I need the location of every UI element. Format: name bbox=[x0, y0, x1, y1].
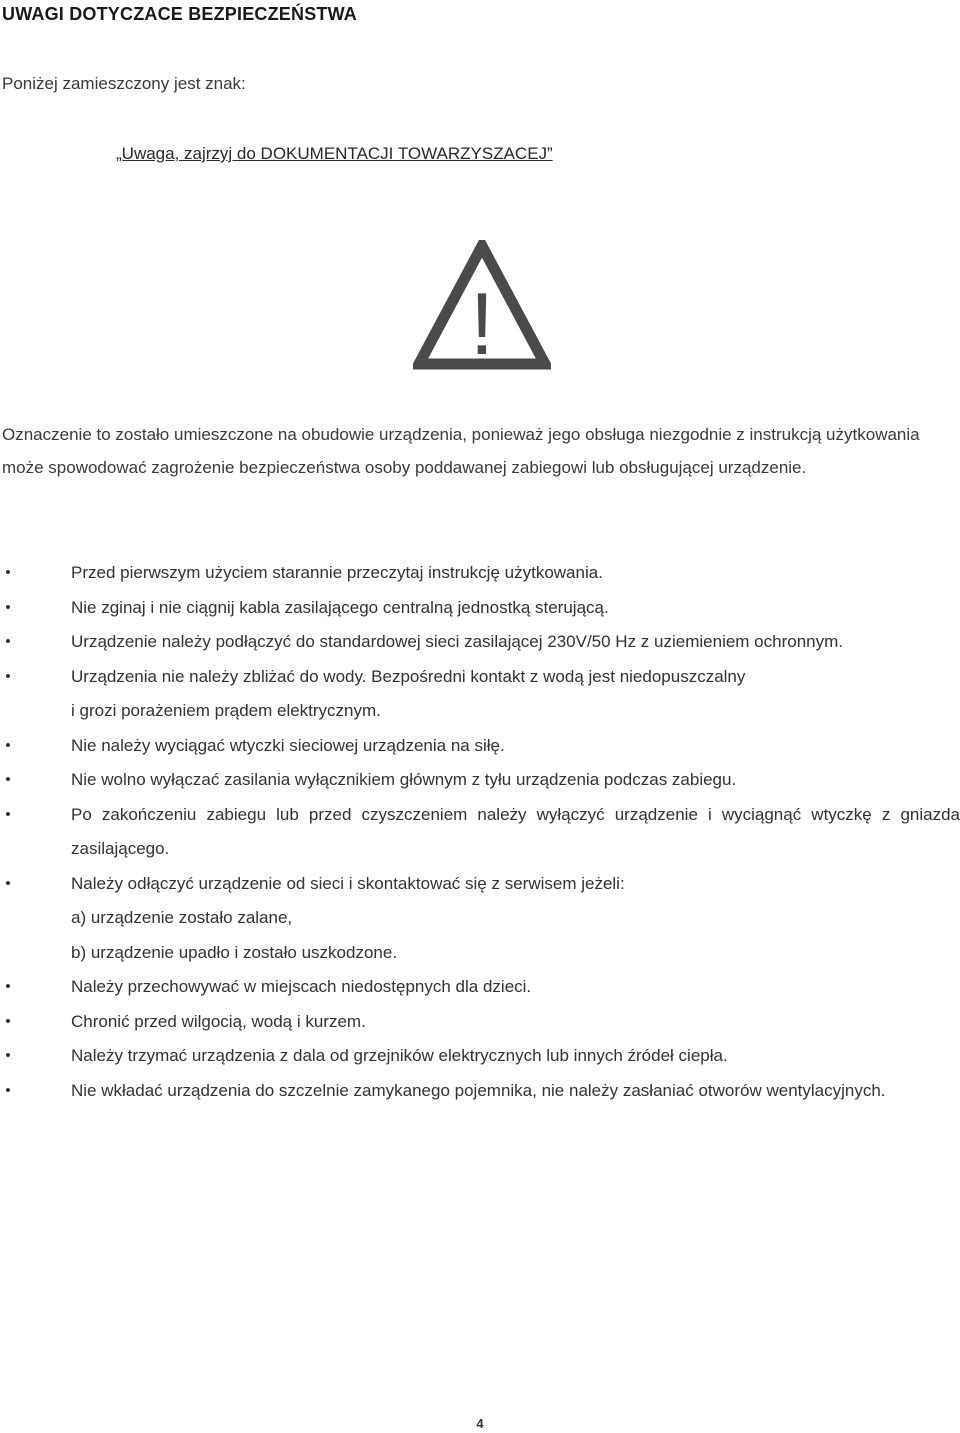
warning-paragraph-line: Oznaczenie to zostało umieszczone na obudowie urządzenia, ponieważ jego obsługa niezgodnie z instrukcją użytkowania bbox=[2, 425, 920, 444]
list-item-text: Nie wolno wyłączać zasilania wyłącznikiem głównym z tyłu urządzenia podczas zabiegu. bbox=[71, 770, 737, 789]
page-number: 4 bbox=[476, 1416, 484, 1431]
warning-triangle-icon bbox=[413, 240, 551, 370]
list-item-text: Nie należy wyciągać wtyczki sieciowej urządzenia na siłę. bbox=[71, 735, 505, 755]
list-item-text: Po zakończeniu zabiegu lub przed czyszczeniem należy wyłączyć urządzenie i wyciągnąć wtyczkę z gniazda bbox=[71, 804, 960, 824]
list-item bbox=[0, 625, 960, 660]
warning-paragraph-line: może spowodować zagrożenie bezpieczeństwa osoby poddawanej zabiegowi lub obsługującej urządzenie. bbox=[2, 458, 807, 477]
list-item-text: Nie zginaj i nie ciągnij kabla zasilającego centralną jednostką sterującą. bbox=[71, 597, 609, 617]
bullet: • bbox=[5, 805, 11, 823]
list-item-subitem: b) urządzenie upadło i zostało uszkodzone. bbox=[71, 942, 398, 962]
list-item-text: Należy odłączyć urządzenie od sieci i skontaktować się z serwisem jeżeli: bbox=[71, 873, 625, 893]
sign-caption: „Uwaga, zajrzyj do DOKUMENTACJI TOWARZYSZACEJ” bbox=[116, 144, 553, 163]
list-item-text: Urządzenia nie należy zbliżać do wody. Bezpośredni kontakt z wodą jest niedopuszczalny bbox=[71, 666, 746, 686]
list-item bbox=[0, 1039, 960, 1074]
bullet: • bbox=[5, 564, 11, 581]
list-item bbox=[0, 729, 960, 764]
list-item-text: i grozi porażeniem prądem elektrycznym. bbox=[71, 701, 381, 720]
bullet: • bbox=[5, 633, 11, 650]
list-item bbox=[0, 1074, 960, 1109]
page-title: UWAGI DOTYCZACE BEZPIECZEŃSTWA bbox=[2, 4, 358, 24]
bullet: • bbox=[5, 736, 11, 754]
list-item-text: Przed pierwszym użyciem starannie przeczytaj instrukcję użytkowania. bbox=[71, 563, 603, 582]
list-item bbox=[0, 556, 960, 591]
intro-text: Poniżej zamieszczony jest znak: bbox=[2, 74, 246, 93]
list-item-text: zasilającego. bbox=[71, 839, 170, 858]
list-item-subitem: a) urządzenie zostało zalane, bbox=[71, 908, 293, 927]
list-item bbox=[0, 591, 960, 626]
list-item bbox=[0, 763, 960, 798]
bullet: • bbox=[5, 667, 11, 685]
safety-rules-list bbox=[0, 556, 960, 1108]
list-item-text: Należy przechowywać w miejscach niedostępnych dla dzieci. bbox=[71, 977, 532, 996]
bullet: • bbox=[5, 1012, 11, 1030]
list-item bbox=[0, 660, 960, 729]
bullet: • bbox=[5, 1081, 11, 1099]
bullet: • bbox=[5, 598, 11, 616]
bullet: • bbox=[5, 874, 11, 892]
warning-paragraph bbox=[2, 418, 960, 484]
list-item bbox=[0, 798, 960, 867]
exclamation-glyph: ! bbox=[469, 274, 495, 370]
bullet: • bbox=[5, 1047, 11, 1064]
bullet: • bbox=[5, 978, 11, 995]
list-item-text: Chronić przed wilgocią, wodą i kurzem. bbox=[71, 1011, 366, 1031]
list-item bbox=[0, 1005, 960, 1040]
list-item bbox=[0, 970, 960, 1005]
bullet: • bbox=[5, 771, 11, 788]
list-item-text: Nie wkładać urządzenia do szczelnie zamykanego pojemnika, nie należy zasłaniać otworów wentylacyjnych. bbox=[71, 1080, 886, 1100]
list-item-text: Należy trzymać urządzenia z dala od grzejników elektrycznych lub innych źródeł ciepła. bbox=[71, 1046, 728, 1065]
list-item bbox=[0, 867, 960, 971]
list-item-text: Urządzenie należy podłączyć do standardowej sieci zasilającej 230V/50 Hz z uziemieniem ochronnym. bbox=[71, 632, 843, 651]
